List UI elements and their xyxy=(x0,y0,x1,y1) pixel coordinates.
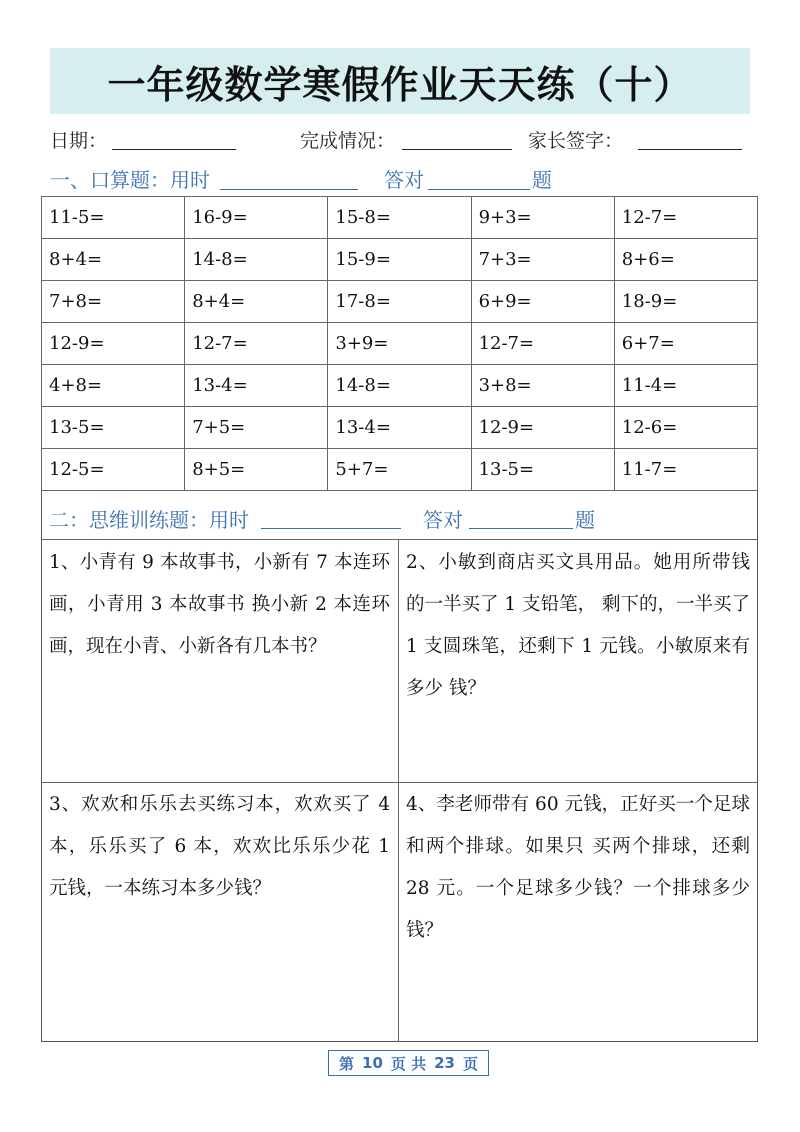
calc-cell: 17-8= xyxy=(328,281,471,323)
mental-math-table xyxy=(41,196,758,491)
section1-unit: 题 xyxy=(532,168,552,192)
calc-cell: 6+9= xyxy=(471,281,614,323)
calc-cell: 7+3= xyxy=(471,239,614,281)
word-problem-2: 2、小敏到商店买文具用品。她用所带钱的一半买了 1 支铅笔， 剩下的，一半买了 1 支圆珠笔，还剩下 1 元钱。小敏原来有多少 钱？ xyxy=(406,552,750,699)
section1-header xyxy=(50,160,750,194)
calc-cell: 9+3= xyxy=(471,197,614,239)
table-row xyxy=(42,239,758,281)
calc-cell: 4+8= xyxy=(42,365,185,407)
calc-cell: 13-4= xyxy=(185,365,328,407)
date-label: 日期： xyxy=(50,130,108,152)
info-row xyxy=(50,122,750,154)
calc-cell: 13-5= xyxy=(471,449,614,491)
status-label: 完成情况： xyxy=(300,130,396,152)
section2-correct-blank[interactable] xyxy=(469,528,573,529)
table-row xyxy=(42,449,758,491)
calc-cell: 8+4= xyxy=(42,239,185,281)
status-blank[interactable] xyxy=(402,149,512,150)
calc-cell: 15-9= xyxy=(328,239,471,281)
calc-cell: 11-4= xyxy=(614,365,757,407)
date-blank[interactable] xyxy=(112,149,236,150)
calc-cell: 8+6= xyxy=(614,239,757,281)
parent-sign-label: 家长签字： xyxy=(528,130,624,152)
calc-cell: 8+4= xyxy=(185,281,328,323)
calc-cell: 12-6= xyxy=(614,407,757,449)
table-row xyxy=(42,323,758,365)
page-suffix: 页 xyxy=(463,1054,479,1073)
section2-correct-label: 答对 xyxy=(423,508,463,532)
current-page: 10 xyxy=(362,1054,383,1072)
word-problem-3: 3、欢欢和乐乐去买练习本，欢欢买了 4 本，乐乐买了 6 本，欢欢比乐乐少花 1 元钱，一本练习本多少钱？ xyxy=(49,794,390,899)
section2-unit: 题 xyxy=(575,508,595,532)
calc-cell: 13-4= xyxy=(328,407,471,449)
section1-heading: 一、口算题：用时 xyxy=(50,168,210,192)
page-prefix: 第 xyxy=(339,1054,355,1073)
parent-sign-blank[interactable] xyxy=(638,149,742,150)
calc-cell: 7+8= xyxy=(42,281,185,323)
calc-cell: 15-8= xyxy=(328,197,471,239)
table-row xyxy=(42,281,758,323)
table-row xyxy=(42,407,758,449)
calc-cell: 14-8= xyxy=(185,239,328,281)
page-mid: 页 共 xyxy=(390,1054,427,1073)
calc-cell: 14-8= xyxy=(328,365,471,407)
calc-cell: 11-7= xyxy=(614,449,757,491)
section1-correct-blank[interactable] xyxy=(428,189,530,190)
calc-cell: 6+7= xyxy=(614,323,757,365)
calc-cell: 3+9= xyxy=(328,323,471,365)
total-pages: 23 xyxy=(434,1054,455,1072)
table-row xyxy=(42,197,758,239)
section2-header xyxy=(41,496,758,540)
calc-cell: 12-7= xyxy=(614,197,757,239)
calc-cell: 12-9= xyxy=(471,407,614,449)
word-problem-1: 1、小青有 9 本故事书，小新有 7 本连环画，小青用 3 本故事书 换小新 2 本连环画，现在小青、小新各有几本书？ xyxy=(49,552,390,657)
calc-cell: 16-9= xyxy=(185,197,328,239)
calc-cell: 13-5= xyxy=(42,407,185,449)
calc-cell: 8+5= xyxy=(185,449,328,491)
section1-correct-label: 答对 xyxy=(384,168,424,192)
table-row xyxy=(42,365,758,407)
section2-heading: 二：思维训练题：用时 xyxy=(49,508,249,532)
worksheet-title: 一年级数学寒假作业天天练（十） xyxy=(50,48,750,114)
calc-cell: 11-5= xyxy=(42,197,185,239)
page-number xyxy=(328,1050,489,1076)
calc-cell: 12-7= xyxy=(471,323,614,365)
calc-cell: 18-9= xyxy=(614,281,757,323)
calc-cell: 3+8= xyxy=(471,365,614,407)
calc-cell: 12-5= xyxy=(42,449,185,491)
calc-cell: 5+7= xyxy=(328,449,471,491)
calc-cell: 12-9= xyxy=(42,323,185,365)
section1-time-blank[interactable] xyxy=(220,189,358,190)
calc-cell: 12-7= xyxy=(185,323,328,365)
word-problem-4: 4、李老师带有 60 元钱，正好买一个足球和两个排球。如果只 买两个排球，还剩 28 元。一个足球多少钱？一个排球多少钱？ xyxy=(406,794,750,941)
section2-time-blank[interactable] xyxy=(261,528,401,529)
calc-cell: 7+5= xyxy=(185,407,328,449)
